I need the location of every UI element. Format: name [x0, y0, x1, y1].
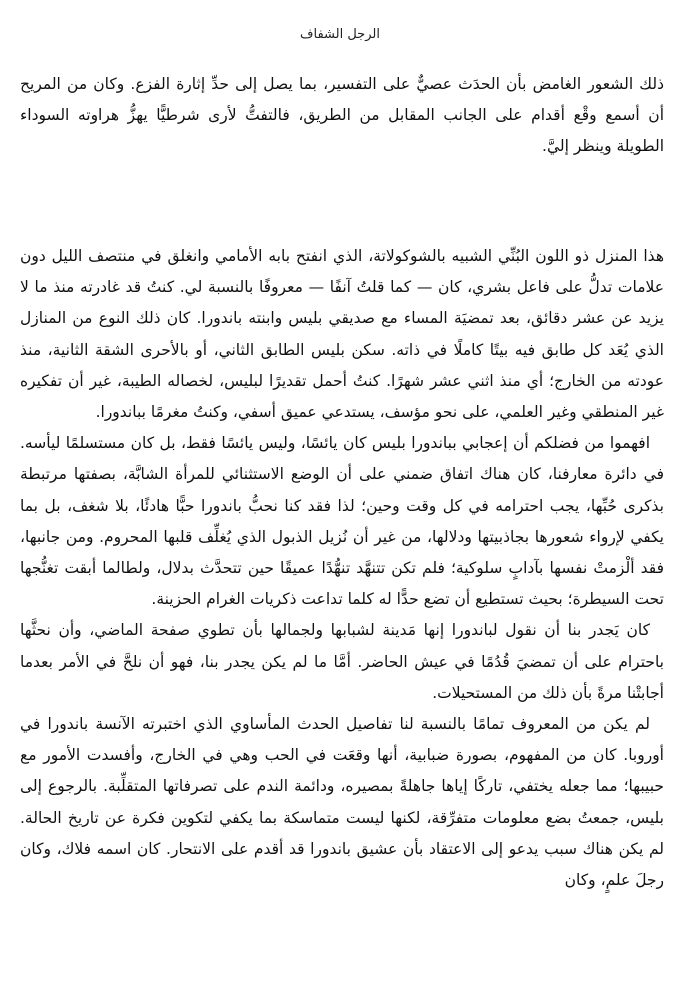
paragraph: هذا المنزل ذو اللون البُنِّي الشبيه بالشوكولاتة، الذي انفتح بابه الأمامي وانغلق في منتصف الليل دون علامات تدلُّ على فاعل بشري، كان — كما قلتُ آنفًا — معروفًا بالنسبة لي. كنتُ قد غادرته منذ ما لا يزيد عن عشر دقائق، بعد تمضيَة المساء مع صديقي بليس وابنته باندورا. كان ذلك النوع من المنازل الذي يُعَد كل طابق فيه بيتًا كاملًا في ذاته. سكن بليس الطابق الثاني، أو بالأحرى الشقة الثانية، منذ عودته من الخارج؛ أي منذ اثني عشر شهرًا. كنتُ أحمل تقديرًا لبليس، لخصاله الطيبة، غير أن تفكيره غير المنطقي وغير العلمي، على نحو مؤسف، يستدعي عميق أسفي، وكنتُ مغرمًا بباندورا. — [20, 247, 664, 422]
paragraph: كان يَجدر بنا أن نقول لباندورا إنها مَدينة لشبابها ولجمالها بأن تطوي صفحة الماضي، وأن نحثَّها باحترام على أن تمضيَ قُدُمًا في عيش الحاضر. أمَّا ما لم يكن يجدر بنا، فهو أن نلحَّ في الأمر بعدما أجابتْنا مرةً بأن ذلك من المستحيلات. — [20, 621, 664, 702]
text-block-top — [20, 69, 664, 163]
running-title: الرجل الشفاف — [300, 27, 380, 42]
paragraph: لم يكن من المعروف تمامًا بالنسبة لنا تفاصيل الحدث المأساوي الذي اختبرته الآنسة باندورا في أوروبا. كان من المفهوم، بصورة ضبابية، أنها وقعَت في الحب وهي في الخارج، وأفسدت الأمور مع حبيبها؛ مما جعله يختفي، تاركًا إياها جاهلةً بمصيره، ودائمة الندم على تصرفاتها المتقلِّبة. بالرجوع إلى بليس، جمعتُ بضع معلومات متفرِّقة، لكنها ليست متماسكة بما يكفي لتكوين فكرة عن تاريخ الحالة. لم يكن هناك سبب يدعو إلى الاعتقاد بأن عشيق باندورا قد أقدم على الانتحار. كان اسمه فلاك، وكان رجلَ علمٍ، وكان — [20, 715, 664, 890]
paragraph: افهموا من فضلكم أن إعجابي بباندورا بليس كان يائسًا، وليس يائسًا فقط، بل كان مستسلمًا ليأسه. في دائرة معارفنا، كان هناك اتفاق ضمني على أن الوضع الاستثنائي للمرأة الشابَّة، بصفتها مرتبطة بذكرى حُبِّها، يجب احترامه في كل وقت وحين؛ لذا فقد كنا نحبُّ باندورا حبًّا هادئًا، بلا شغف، بل بما يكفي لإرواء شعورها بجاذبيتها ودلالها، من غير أن نُزيل الذبول الذي يُغلِّف قلبها المحروم. ومن جانبها، فقد ألْزمتْ نفسها بآدابٍ سلوكية؛ فلم تكن تتنهَّد تنهُّدًا عميقًا حين تتحدَّث بدلال، ولطالما أبقت تغنُّجها تحت السيطرة؛ بحيث تستطيع أن تضع حدًّا له كلما تداعت ذكريات الغرام الحزينة. — [20, 434, 664, 609]
paragraph: ذلك الشعور الغامض بأن الحدَث عصيٌّ على التفسير، بما يصل إلى حدِّ إثارة الفزع. وكان من المريح أن أسمع وقْع أقدام على الجانب المقابل من الطريق، فالتفتُّ لأرى شرطيًّا يهزُّ هراوته السوداء الطويلة وينظر إليَّ. — [20, 75, 664, 156]
text-block-main — [20, 241, 664, 896]
